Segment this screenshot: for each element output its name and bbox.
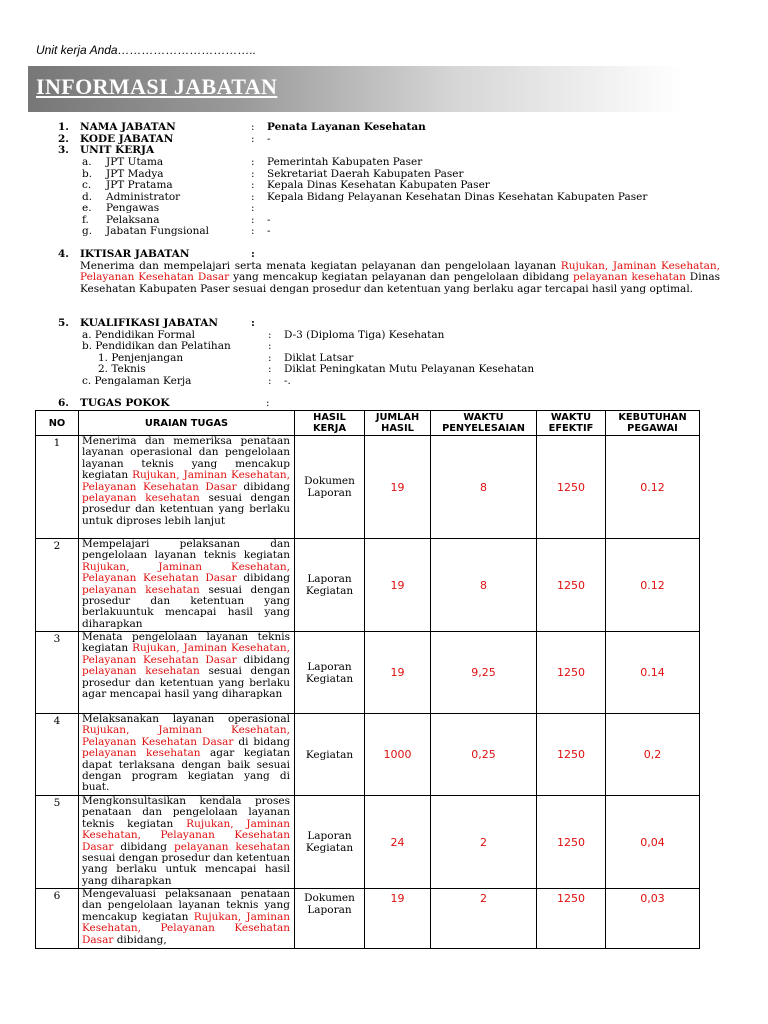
item-letter: d. [82, 190, 93, 203]
waktu-efektif: 1250 [537, 796, 606, 889]
colon: : [268, 352, 272, 364]
row-number: 2 [36, 539, 79, 632]
pendidikan-formal-value: D-3 (Diploma Tiga) Kesehatan [284, 329, 445, 341]
body-text: yang mencakup kegiatan pelayanan dan pengelolaan dibidang [229, 271, 574, 284]
waktu-penyelesaian: 8 [431, 436, 537, 539]
jumlah-hasil: 19 [365, 539, 431, 632]
highlighted-text: Rujukan, Jaminan Kesehatan, Pelayanan Kesehatan Dasar [82, 724, 290, 748]
item-letter: e. [82, 202, 92, 214]
teknis-label: 2. Teknis [98, 363, 146, 375]
table-row [36, 436, 700, 539]
highlighted-text: pelayanan kesehatan [573, 271, 686, 284]
iktisar-label: IKTISAR JABATAN [80, 248, 190, 260]
highlighted-text: Rujukan, Jaminan Kesehatan, Pelayanan Kesehatan Dasar [82, 817, 290, 853]
waktu-efektif: 1250 [537, 436, 606, 539]
unit-kerja-item [0, 226, 768, 238]
kebutuhan-pegawai: 0.12 [606, 539, 700, 632]
waktu-penyelesaian: 8 [431, 539, 537, 632]
item-label: JPT Pratama [106, 179, 173, 191]
hasil-kerja: Dokumen Laporan [295, 889, 365, 949]
header-waktu-efektif: WAKTU EFEKTIF [537, 411, 606, 436]
item-value: Sekretariat Daerah Kabupaten Paser [267, 167, 464, 180]
hasil-kerja: Dokumen Laporan [295, 436, 365, 539]
waktu-penyelesaian: 0,25 [431, 714, 537, 796]
body-text: dibidang [236, 480, 290, 493]
title-banner [28, 66, 740, 112]
section-number: 5. [58, 317, 69, 329]
item-label: JPT Madya [106, 167, 164, 180]
pendidikan-formal-label: a. Pendidikan Formal [82, 329, 196, 341]
colon: : [251, 225, 255, 237]
jumlah-hasil: 24 [365, 796, 431, 889]
highlighted-text: pelayanan kesehatan [174, 840, 290, 853]
colon: : [251, 213, 255, 226]
kode-jabatan-label: KODE JABATAN [80, 133, 174, 145]
uraian-tugas [79, 796, 295, 889]
item-label: Administrator [106, 190, 181, 203]
section-number: 2. [58, 133, 69, 145]
body-text: sesuai dengan prosedur dan ketentuan yang berlakuuntuk mencapai hasil yang diharapkan [82, 583, 290, 630]
body-text: dibidang, [113, 933, 167, 946]
item-value: Pemerintah Kabupaten Paser [267, 156, 423, 168]
item-letter: g. [82, 225, 93, 237]
body-text: dibidang [113, 840, 175, 853]
item-label: Pengawas [106, 202, 160, 214]
hasil-kerja: Kegiatan [295, 714, 365, 796]
item-value: Kepala Bidang Pelayanan Kesehatan Dinas Kesehatan Kabupaten Paser [267, 190, 648, 203]
colon: : [251, 317, 255, 329]
highlighted-text: Rujukan, Jaminan Kesehatan, Pelayanan Kesehatan Dasar [82, 910, 290, 946]
penjenjangan-label: 1. Penjenjangan [98, 352, 184, 364]
penjenjangan-value: Diklat Latsar [284, 352, 354, 364]
colon: : [251, 167, 255, 180]
body-text: Mengevaluasi pelaksanaan penataan dan pengelolaan layanan teknis yang mencakup kegiatan [82, 888, 290, 923]
body-text: Dinas Kesehatan Kabupaten Paser sesuai dengan prosedur dan ketentuan yang berlaku agar tercapai hasil yang optimal. [80, 271, 720, 295]
header-hasil: HASIL KERJA [295, 411, 365, 436]
colon: : [268, 363, 272, 375]
document-title: INFORMASI JABATAN [36, 74, 278, 99]
colon: : [268, 329, 272, 341]
kebutuhan-pegawai: 0,04 [606, 796, 700, 889]
colon: : [266, 397, 270, 409]
item-value: - [267, 213, 271, 226]
teknis-value: Diklat Peningkatan Mutu Pelayanan Kesehatan [284, 363, 535, 375]
section-number: 3. [58, 144, 69, 156]
hasil-kerja: Laporan Kegiatan [295, 796, 365, 889]
body-text: dibidang [236, 572, 290, 585]
body-text: sesuai dengan prosedur dan ketentuan yang berlaku agar mencapai hasil yang diharapkan [82, 665, 290, 701]
body-text: Menerima dan memeriksa penataan layanan operasional dan pengelolaan layanan teknis yang mencakup kegiatan [82, 435, 290, 482]
header-jumlah: JUMLAH HASIL [365, 411, 431, 436]
kebutuhan-pegawai: 0,03 [606, 889, 700, 949]
colon: : [268, 375, 272, 387]
hasil-kerja: Laporan Kegiatan [295, 539, 365, 632]
highlighted-text: pelayanan kesehatan [82, 583, 200, 596]
table-header-row [36, 411, 700, 436]
body-text: Menata pengelolaan layanan teknis kegiatan [82, 631, 290, 655]
body-text: Mempelajari pelaksanan dan pengelolaan layanan teknis kegiatan [82, 538, 290, 562]
nama-jabatan-label: NAMA JABATAN [80, 121, 176, 133]
highlighted-text: Rujukan, Jaminan Kesehatan, Pelayanan Kesehatan Dasar [82, 642, 290, 666]
body-text: dibidang [236, 653, 290, 666]
nama-jabatan-value: Penata Layanan Kesehatan [267, 121, 426, 133]
waktu-penyelesaian: 2 [431, 889, 537, 949]
iktisar-paragraph [80, 261, 720, 295]
unit-kerja-label: UNIT KERJA [80, 144, 155, 156]
body-text: sesuai dengan prosedur dan ketentuan yang berlaku untuk diproses lebih lanjut [82, 492, 290, 527]
pengalaman-row [0, 376, 768, 388]
item-letter: a. [82, 156, 92, 168]
item-label: JPT Utama [106, 156, 164, 168]
tugas-pokok-row [0, 398, 768, 410]
colon: : [268, 340, 272, 352]
section-number: 1. [58, 121, 69, 133]
item-letter: f. [82, 213, 89, 226]
tugas-table-body [36, 436, 700, 949]
highlighted-text: Rujukan, Jaminan Kesehatan, Pelayanan Kesehatan Dasar [82, 560, 290, 585]
row-number: 5 [36, 796, 79, 889]
table-row [36, 632, 700, 714]
body-text: sesuai dengan prosedur dan ketentuan yang berlaku untuk mencapai hasil yang diharapkan [82, 852, 290, 887]
row-number: 6 [36, 889, 79, 949]
jumlah-hasil: 1000 [365, 714, 431, 796]
jumlah-hasil: 19 [365, 436, 431, 539]
highlighted-text: pelayanan kesehatan [82, 747, 201, 760]
pengalaman-label: c. Pengalaman Kerja [82, 375, 192, 387]
header-waktu-penyelesaian: WAKTU PENYELESAIAN [431, 411, 537, 436]
item-label: Jabatan Fungsional [106, 225, 210, 237]
colon: : [251, 179, 255, 191]
kebutuhan-pegawai: 0,2 [606, 714, 700, 796]
colon: : [251, 133, 255, 145]
colon: : [251, 190, 255, 203]
colon: : [251, 121, 255, 133]
jumlah-hasil: 19 [365, 889, 431, 949]
waktu-efektif: 1250 [537, 539, 606, 632]
colon: : [251, 202, 255, 214]
body-text: di bidang [233, 735, 290, 748]
body-text: Menerima dan mempelajari serta menata kegiatan pelayanan dan pengelolaan layanan [80, 260, 561, 272]
kualifikasi-label: KUALIFIKASI JABATAN [80, 317, 218, 329]
table-row [36, 796, 700, 889]
item-letter: b. [82, 167, 93, 180]
waktu-efektif: 1250 [537, 889, 606, 949]
row-number: 3 [36, 632, 79, 714]
item-value: Kepala Dinas Kesehatan Kabupaten Paser [267, 179, 490, 191]
waktu-efektif: 1250 [537, 714, 606, 796]
kode-jabatan-value: - [267, 133, 271, 145]
header-kebutuhan: KEBUTUHAN PEGAWAI [606, 411, 700, 436]
section-number: 4. [58, 248, 69, 260]
item-letter: c. [82, 179, 92, 191]
section-number: 6. [58, 397, 69, 409]
waktu-efektif: 1250 [537, 632, 606, 714]
row-number: 1 [36, 436, 79, 539]
colon: : [251, 156, 255, 168]
jumlah-hasil: 19 [365, 632, 431, 714]
row-number: 4 [36, 714, 79, 796]
body-text: Mengkonsultasikan kendala proses penataan dan pengelolaan layanan teknis kegiatan [82, 795, 290, 830]
hasil-kerja: Laporan Kegiatan [295, 632, 365, 714]
item-value: - [267, 225, 271, 237]
kebutuhan-pegawai: 0.12 [606, 436, 700, 539]
uraian-tugas [79, 889, 295, 949]
highlighted-text: pelayanan kesehatan [82, 665, 200, 678]
body-text: Melaksanakan layanan operasional [82, 713, 290, 725]
pengalaman-value: -. [284, 375, 291, 387]
tugas-pokok-label: TUGAS POKOK [80, 397, 170, 409]
table-row [36, 539, 700, 632]
header-uraian: URAIAN TUGAS [79, 411, 295, 436]
uraian-tugas [79, 632, 295, 714]
highlighted-text: Rujukan, Jaminan Kesehatan, Pelayanan Kesehatan Dasar [82, 469, 290, 493]
unit-kerja-line: Unit kerja Anda…………………………….. [36, 43, 257, 57]
pelatihan-label: b. Pendidikan dan Pelatihan [82, 340, 231, 352]
colon: : [251, 248, 255, 260]
uraian-tugas [79, 436, 295, 539]
table-row [36, 889, 700, 949]
uraian-tugas [79, 539, 295, 632]
highlighted-text: pelayanan kesehatan [82, 492, 200, 505]
tugas-pokok-table [35, 410, 700, 949]
highlighted-text: Rujukan, Jaminan Kesehatan, Pelayanan Kesehatan Dasar [80, 260, 720, 284]
item-label: Pelaksana [106, 213, 160, 226]
waktu-penyelesaian: 2 [431, 796, 537, 889]
table-row [36, 714, 700, 796]
header-no: NO [36, 411, 79, 436]
waktu-penyelesaian: 9,25 [431, 632, 537, 714]
body-text: agar kegiatan dapat terlaksana dengan baik sesuai dengan program kegiatan yang di buat. [82, 747, 290, 794]
uraian-tugas [79, 714, 295, 796]
kebutuhan-pegawai: 0.14 [606, 632, 700, 714]
